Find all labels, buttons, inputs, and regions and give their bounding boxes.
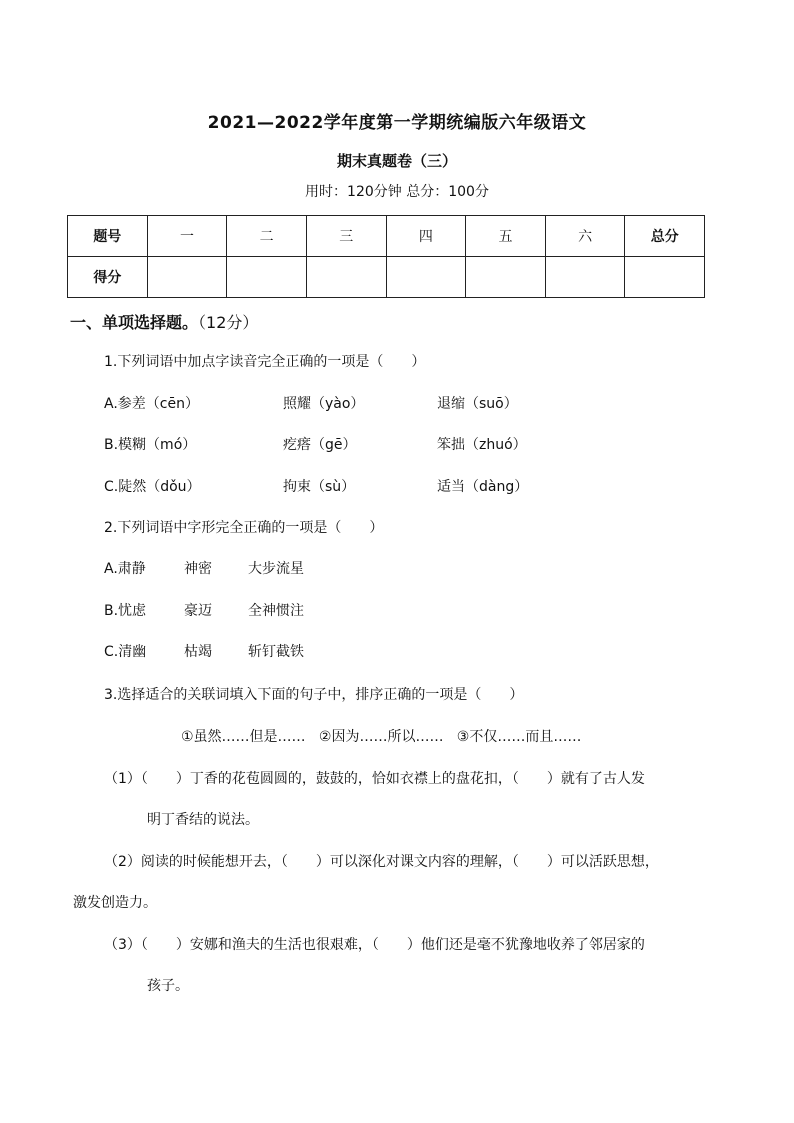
q2-option-b-2: 豪迈: [184, 603, 212, 619]
q1-option-b-2: 疙瘩（gē）: [283, 437, 357, 453]
q1-option-c-3: 适当（dàng）: [437, 479, 529, 495]
score-header-cell: 一: [147, 216, 227, 257]
q1-option-c-1[interactable]: C.陡然（dǒu）: [104, 479, 201, 495]
q3-sentence-3: （3）（ ）安娜和渔夫的生活也很艰难，（ ）他们还是毫不犹豫地收养了邻居家的: [104, 937, 645, 953]
score-header-cell: 六: [545, 216, 625, 257]
score-input-cell[interactable]: [227, 257, 307, 298]
score-input-cell[interactable]: [625, 257, 705, 298]
q2-option-a-2: 神密: [184, 561, 212, 577]
q1-option-a-2: 照耀（yào）: [283, 396, 365, 412]
score-table-score-row: [68, 257, 705, 298]
score-table-header-row: [68, 216, 705, 257]
score-header-cell: 三: [306, 216, 386, 257]
q1-option-a-1[interactable]: A.参差（cēn）: [104, 396, 199, 412]
q3-sentence-1: （1）（ ）丁香的花苞圆圆的，鼓鼓的，恰如衣襟上的盘花扣，（ ）就有了古人发: [104, 771, 645, 787]
q2-option-b-3: 全神惯注: [248, 603, 304, 619]
question-2-stem: 2.下列词语中字形完全正确的一项是（ ）: [104, 520, 384, 536]
section-points: （12分）: [198, 313, 259, 332]
question-1-stem: 1.下列词语中加点字读音完全正确的一项是（ ）: [104, 354, 426, 370]
q2-option-c-3: 斩钉截铁: [248, 644, 304, 660]
q3-conjunction-options: ①虽然……但是…… ②因为……所以…… ③不仅……而且……: [181, 729, 582, 745]
q2-option-c-1[interactable]: C.清幽: [104, 644, 147, 660]
page-subtitle: 期末真题卷（三）: [336, 152, 457, 170]
score-input-cell[interactable]: [545, 257, 625, 298]
q3-sentence-2: （2）阅读的时候能想开去，（ ）可以深化对课文内容的理解，（ ）可以活跃思想，: [104, 854, 659, 870]
score-header-cell: 五: [466, 216, 546, 257]
section-title: 一、单项选择题。: [70, 313, 199, 332]
score-input-cell[interactable]: [306, 257, 386, 298]
score-input-cell[interactable]: [466, 257, 546, 298]
score-row-label: 得分: [68, 257, 148, 298]
exam-meta: 用时：120分钟 总分：100分: [305, 184, 489, 200]
score-header-cell: 四: [386, 216, 466, 257]
score-input-cell[interactable]: [147, 257, 227, 298]
q2-option-a-1[interactable]: A.肃静: [104, 561, 146, 577]
q3-sentence-2-cont: 激发创造力。: [73, 895, 157, 911]
q1-option-b-3: 笨拙（zhuó）: [437, 437, 527, 453]
section-heading: [70, 310, 258, 333]
score-table: [67, 215, 705, 298]
q2-option-b-1[interactable]: B.忧虑: [104, 603, 147, 619]
q2-option-c-2: 枯竭: [184, 644, 212, 660]
score-header-cell: 题号: [68, 216, 148, 257]
question-3-stem: 3.选择适合的关联词填入下面的句子中，排序正确的一项是（ ）: [104, 687, 524, 703]
q3-sentence-3-cont: 孩子。: [147, 978, 189, 994]
page-title: 2021—2022学年度第一学期统编版六年级语文: [207, 113, 587, 133]
q1-option-b-1[interactable]: B.模糊（mó）: [104, 437, 197, 453]
score-input-cell[interactable]: [386, 257, 466, 298]
q2-option-a-3: 大步流星: [248, 561, 304, 577]
score-header-cell: 二: [227, 216, 307, 257]
score-header-cell: 总分: [625, 216, 705, 257]
q1-option-a-3: 退缩（suō）: [437, 396, 518, 412]
q3-sentence-1-cont: 明丁香结的说法。: [147, 812, 259, 828]
q1-option-c-2: 拘束（sù）: [283, 479, 356, 495]
